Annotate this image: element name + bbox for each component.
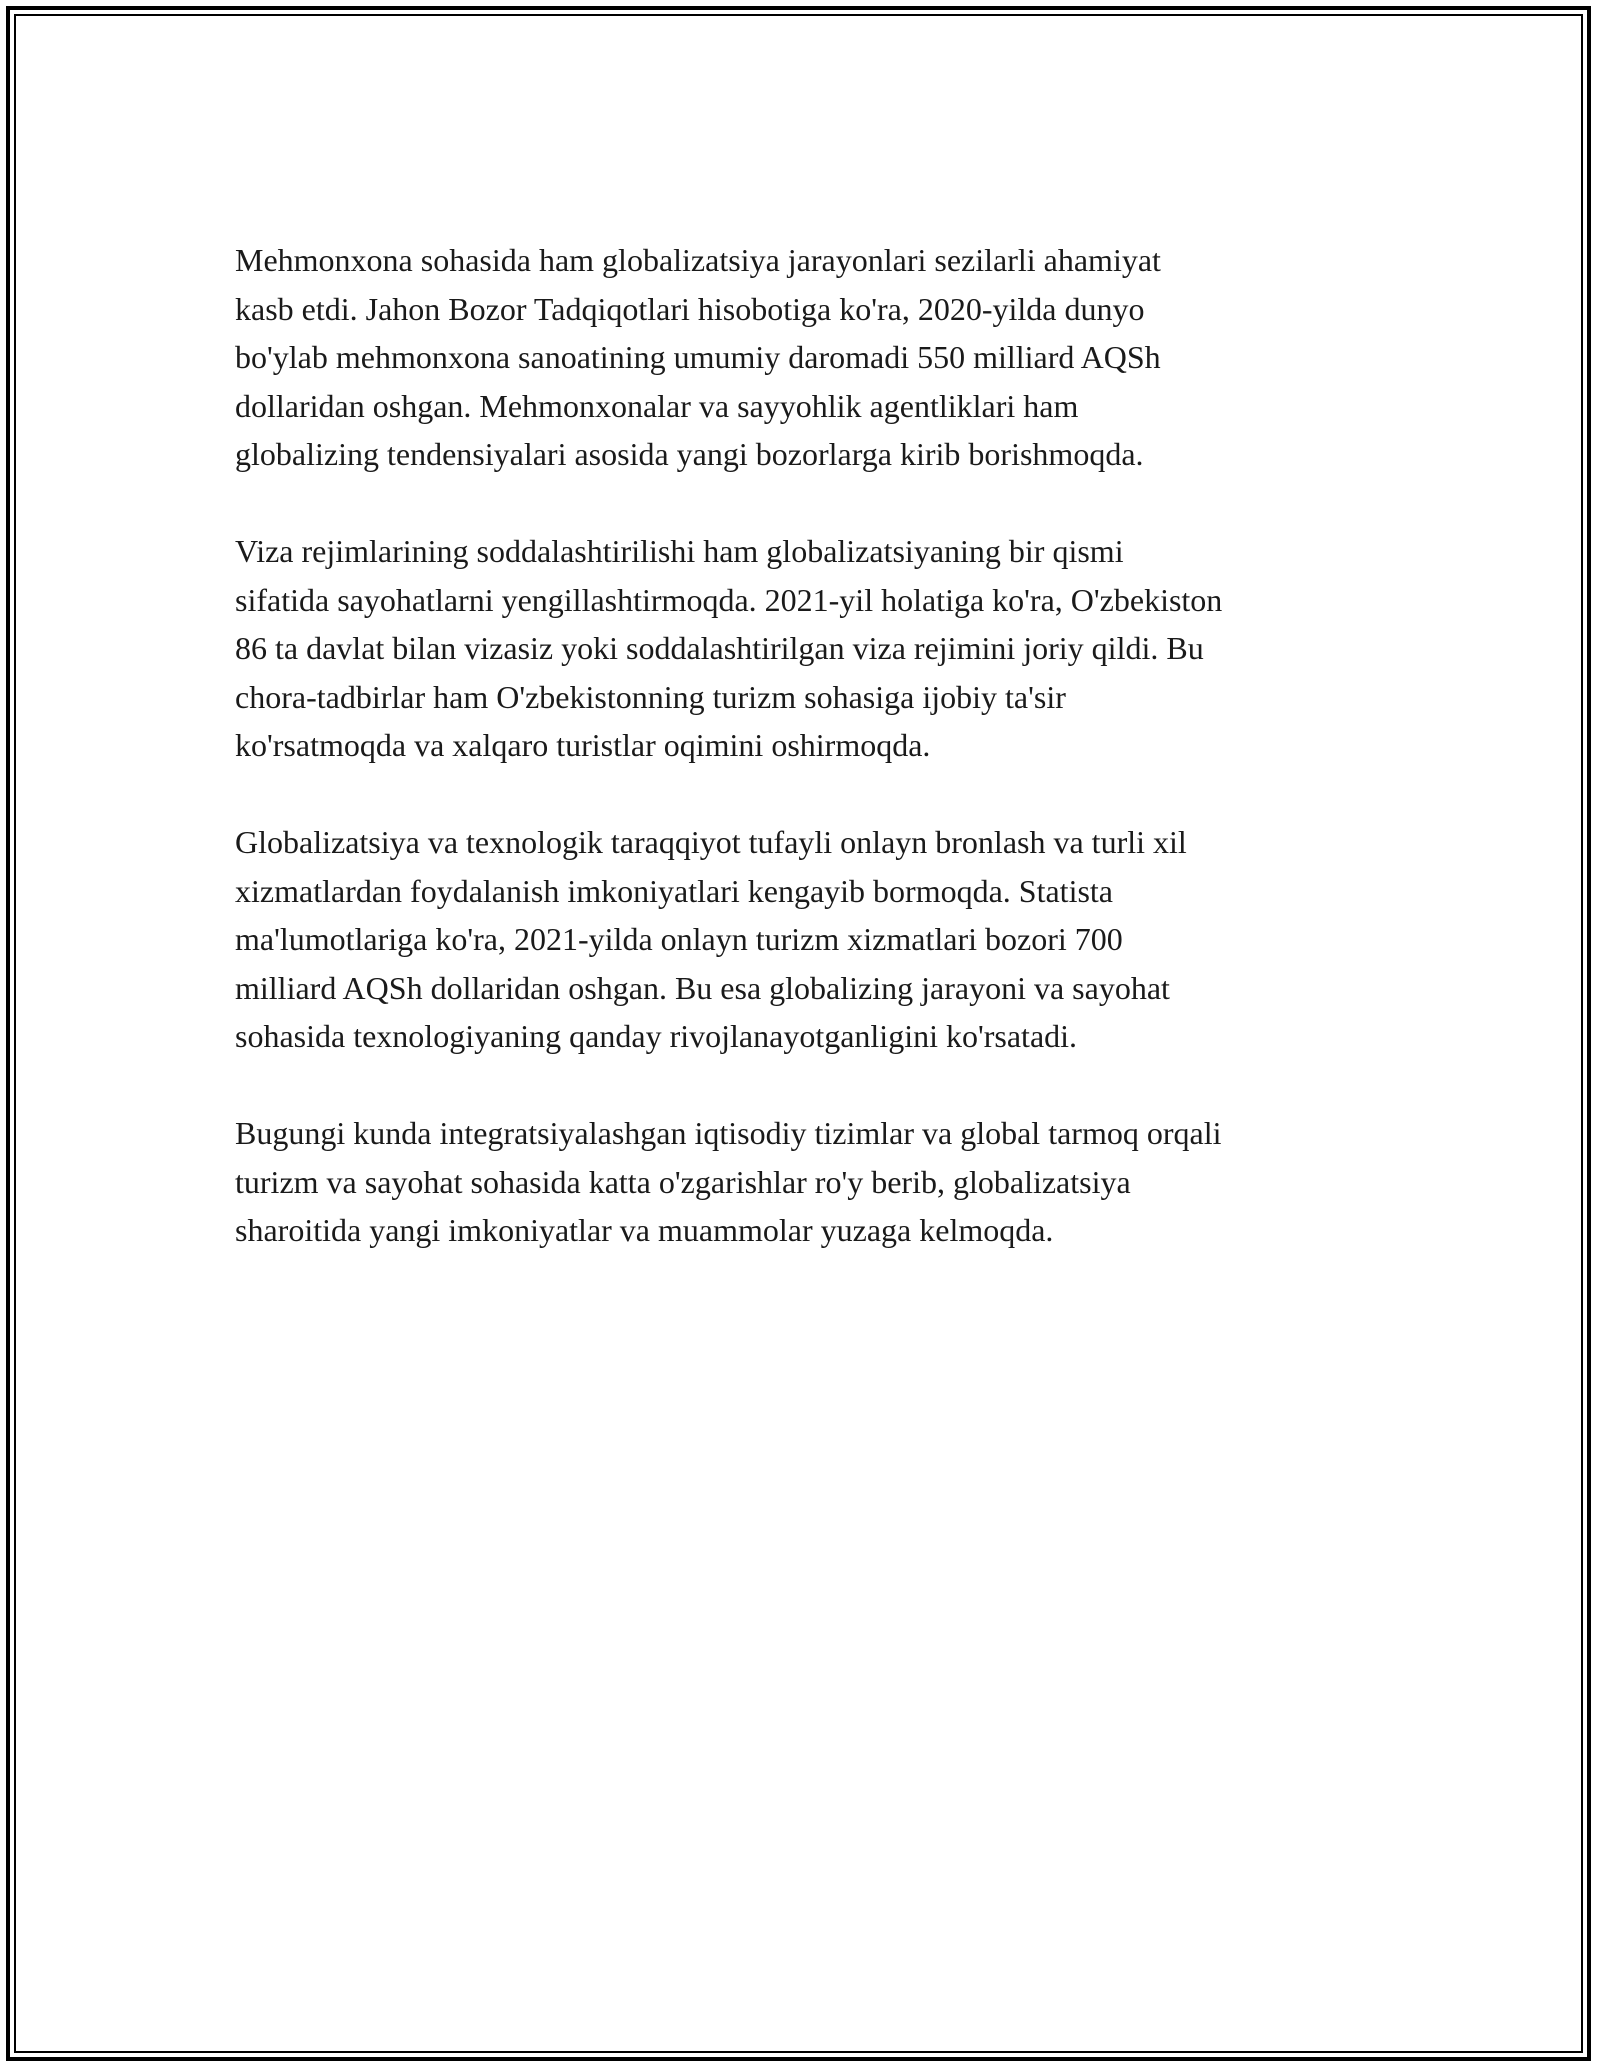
text-line: bo'ylab mehmonxona sanoatining umumiy daromadi 550 milliard AQSh — [235, 339, 1161, 375]
paragraph-visa-regimes — [235, 527, 1375, 770]
text-line: dollaridan oshgan. Mehmonxonalar va sayyohlik agentliklari ham — [235, 387, 1079, 424]
text-line: globalizing tendensiyalari asosida yangi bozorlarga kirib borishmoqda. — [235, 436, 1144, 472]
text-line: turizm va sayohat sohasida katta o'zgarishlar ro'y berib, globalizatsiya — [235, 1163, 1131, 1200]
text-line: Globalizatsiya va texnologik taraqqiyot tufayli onlayn bronlash va turli xil — [235, 824, 1187, 860]
text-line: kasb etdi. Jahon Bozor Tadqiqotlari hisobotiga ko'ra, 2020-yilda dunyo — [235, 290, 1145, 327]
text-line: xizmatlardan foydalanish imkoniyatlari kengayib bormoqda. Statista — [235, 872, 1113, 909]
text-line: ma'lumotlariga ko'ra, 2021-yilda onlayn turizm xizmatlari bozori 700 — [235, 921, 1123, 957]
text-line: milliard AQSh dollaridan oshgan. Bu esa globalizing jarayoni va sayohat — [235, 969, 1170, 1006]
paragraph-online-booking — [235, 818, 1375, 1061]
text-line: 86 ta davlat bilan vizasiz yoki soddalashtirilgan viza rejimini joriy qildi. Bu — [235, 630, 1204, 666]
paragraph-hotel-industry — [235, 236, 1375, 479]
text-line: sifatida sayohatlarni yengillashtirmoqda. 2021-yil holatiga ko'ra, O'zbekiston — [235, 581, 1223, 618]
text-line: Viza rejimlarining soddalashtirilishi ham globalizatsiyaning bir qismi — [235, 533, 1124, 569]
document-body — [235, 236, 1375, 1303]
text-line: chora-tadbirlar ham O'zbekistonning turizm sohasiga ijobiy ta'sir — [235, 678, 1066, 715]
text-line: Bugungi kunda integratsiyalashgan iqtisodiy tizimlar va global tarmoq orqali — [235, 1115, 1222, 1151]
text-line: sohasida texnologiyaning qanday rivojlanayotganligini ko'rsatadi. — [235, 1018, 1078, 1054]
text-line: sharoitida yangi imkoniyatlar va muammolar yuzaga kelmoqda. — [235, 1212, 1054, 1248]
text-line: ko'rsatmoqda va xalqaro turistlar oqimini oshirmoqda. — [235, 727, 931, 763]
text-line: Mehmonxona sohasida ham globalizatsiya jarayonlari sezilarli ahamiyat — [235, 242, 1161, 278]
paragraph-conclusion — [235, 1109, 1375, 1255]
